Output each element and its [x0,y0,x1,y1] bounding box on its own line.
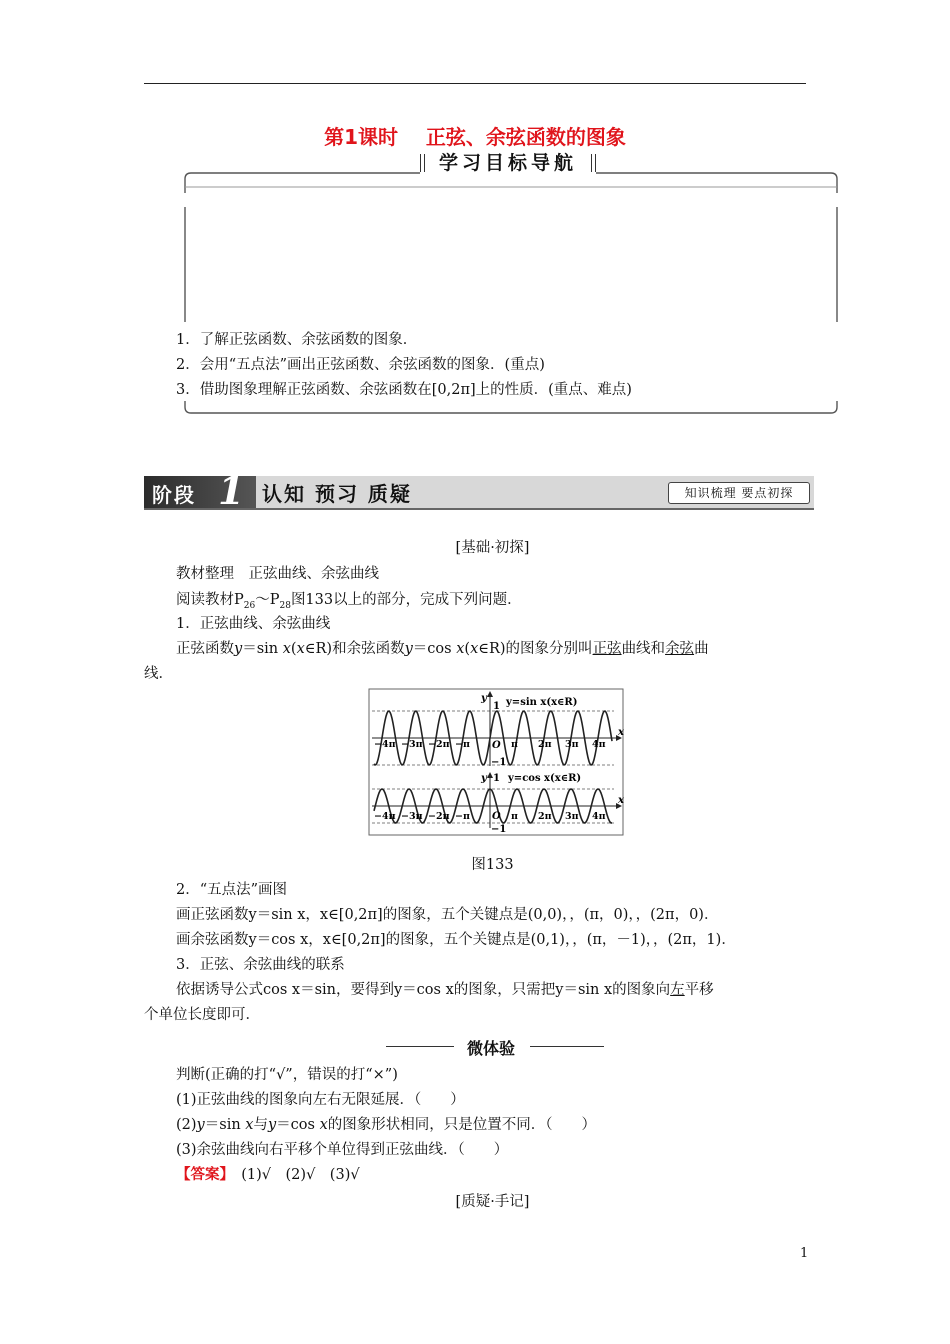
stage-tag: 知识梳理 要点初探 [668,482,810,504]
top-rule [144,83,806,84]
tick-label: 4π [592,811,606,822]
stage-badge [144,468,256,513]
cosine-neg-one: −1 [491,824,507,835]
item1-title: 1．正弦曲线、余弦曲线 [176,616,331,632]
tick-label: −π [455,811,470,822]
answer-line [176,1165,360,1185]
subheading: 教材整理 正弦曲线、余弦曲线 [176,566,379,582]
answer-text: (1)√ (2)√ (3)√ [226,1167,360,1183]
sine-neg-one: −1 [491,757,507,768]
page-number: 1 [800,1246,809,1261]
answer-blank-sine: 正弦 [592,641,622,657]
next-section-heading: [质疑·手记] [455,1194,530,1210]
micro-heading: 微体验 [466,1039,515,1058]
item3-line1: 依据诱导公式cos x＝sin，要得到y＝cos x的图象，只需把y＝sin x的图象向左平移 [176,982,714,998]
micro-rule-left [386,1046,454,1047]
item1-line1: 正弦函数y＝sin x(x∈R)和余弦函数y＝cos x(x∈R)的图象分别叫正弦曲线和余弦曲 [176,641,709,657]
cosine-x-label: x [618,795,624,806]
item1-line2: 线． [144,666,173,682]
item2-title: 2．“五点法”画图 [176,882,288,898]
page-title: 第1课时 正弦、余弦函数的图象 [324,125,626,149]
cosine-one-label: 1 [493,773,500,784]
answer-blank-cosine: 余弦 [665,641,695,657]
sine-y-label: y [481,693,487,704]
tick-label: −4π [374,811,396,822]
stage-title: 认知 预习 质疑 [262,482,412,506]
question-1: (1)正弦曲线的图象向左右无限延展．（ ） [176,1092,465,1108]
tick-label: 3π [565,739,579,750]
cosine-origin: O [492,811,501,822]
cosine-y-label: y [481,773,487,784]
micro-rule-right [530,1046,604,1047]
tick-label: π [511,739,518,750]
sine-cosine-figure [368,688,624,836]
reading-line: 阅读教材$P_{26}\sim P_{28}$图133以上的部分，完成下列问题． [176,592,522,611]
micro-intro: 判断(正确的打“√”，错误的打“×”) [176,1067,398,1083]
tick-label: π [511,811,518,822]
tick-label: 4π [592,739,606,750]
section-heading: [基础·初探] [455,540,530,556]
sine-x-label: x [618,727,624,738]
figure-caption: 图133 [471,857,514,873]
question-3: (3)余弦曲线向右平移个单位得到正弦曲线．（ ） [176,1142,509,1158]
sine-origin: O [492,740,501,751]
tick-label: −2π [428,739,450,750]
tick-label: −2π [428,811,450,822]
objective-3: 3．借助图象理解正弦函数、余弦函数在[0,2π]上的性质．(重点、难点) [176,382,632,398]
tick-label: −π [455,739,470,750]
item3-title: 3．正弦、余弦曲线的联系 [176,957,345,973]
tick-label: 3π [565,811,579,822]
objective-2: 2．会用“五点法”画出正弦函数、余弦函数的图象．(重点) [176,357,545,373]
item3-line2: 个单位长度即可． [144,1007,260,1023]
objectives-heading: 学习目标导航 [420,149,596,177]
sine-one-label: 1 [493,701,500,712]
question-2: (2)y＝sin x与y＝cos x的图象形状相同，只是位置不同．（ ） [176,1117,597,1133]
item2-cosine: 画余弦函数y＝cos x，x∈[0,2π]的图象，五个关键点是(0,1)，，(π，－1)，，(2π，1)． [176,932,736,948]
item2-sine: 画正弦函数y＝sin x，x∈[0,2π]的图象，五个关键点是(0,0)，，(π，0)，，(2π，0)． [176,907,719,923]
sine-function-label: y=sin x(x∈R) [506,697,578,708]
stage-word: 阶段 [152,483,196,507]
tick-label: −3π [401,739,423,750]
tick-label: −4π [374,739,396,750]
answer-label: 【答案】 [176,1166,227,1183]
tick-label: −3π [401,811,423,822]
objective-1: 1．了解正弦函数、余弦函数的图象． [176,332,418,348]
cosine-function-label: y=cos x(x∈R) [508,773,582,784]
tick-label: 2π [538,739,552,750]
tick-label: 2π [538,811,552,822]
stage-number: 1 [218,468,245,513]
answer-blank-left: 左 [670,982,685,998]
